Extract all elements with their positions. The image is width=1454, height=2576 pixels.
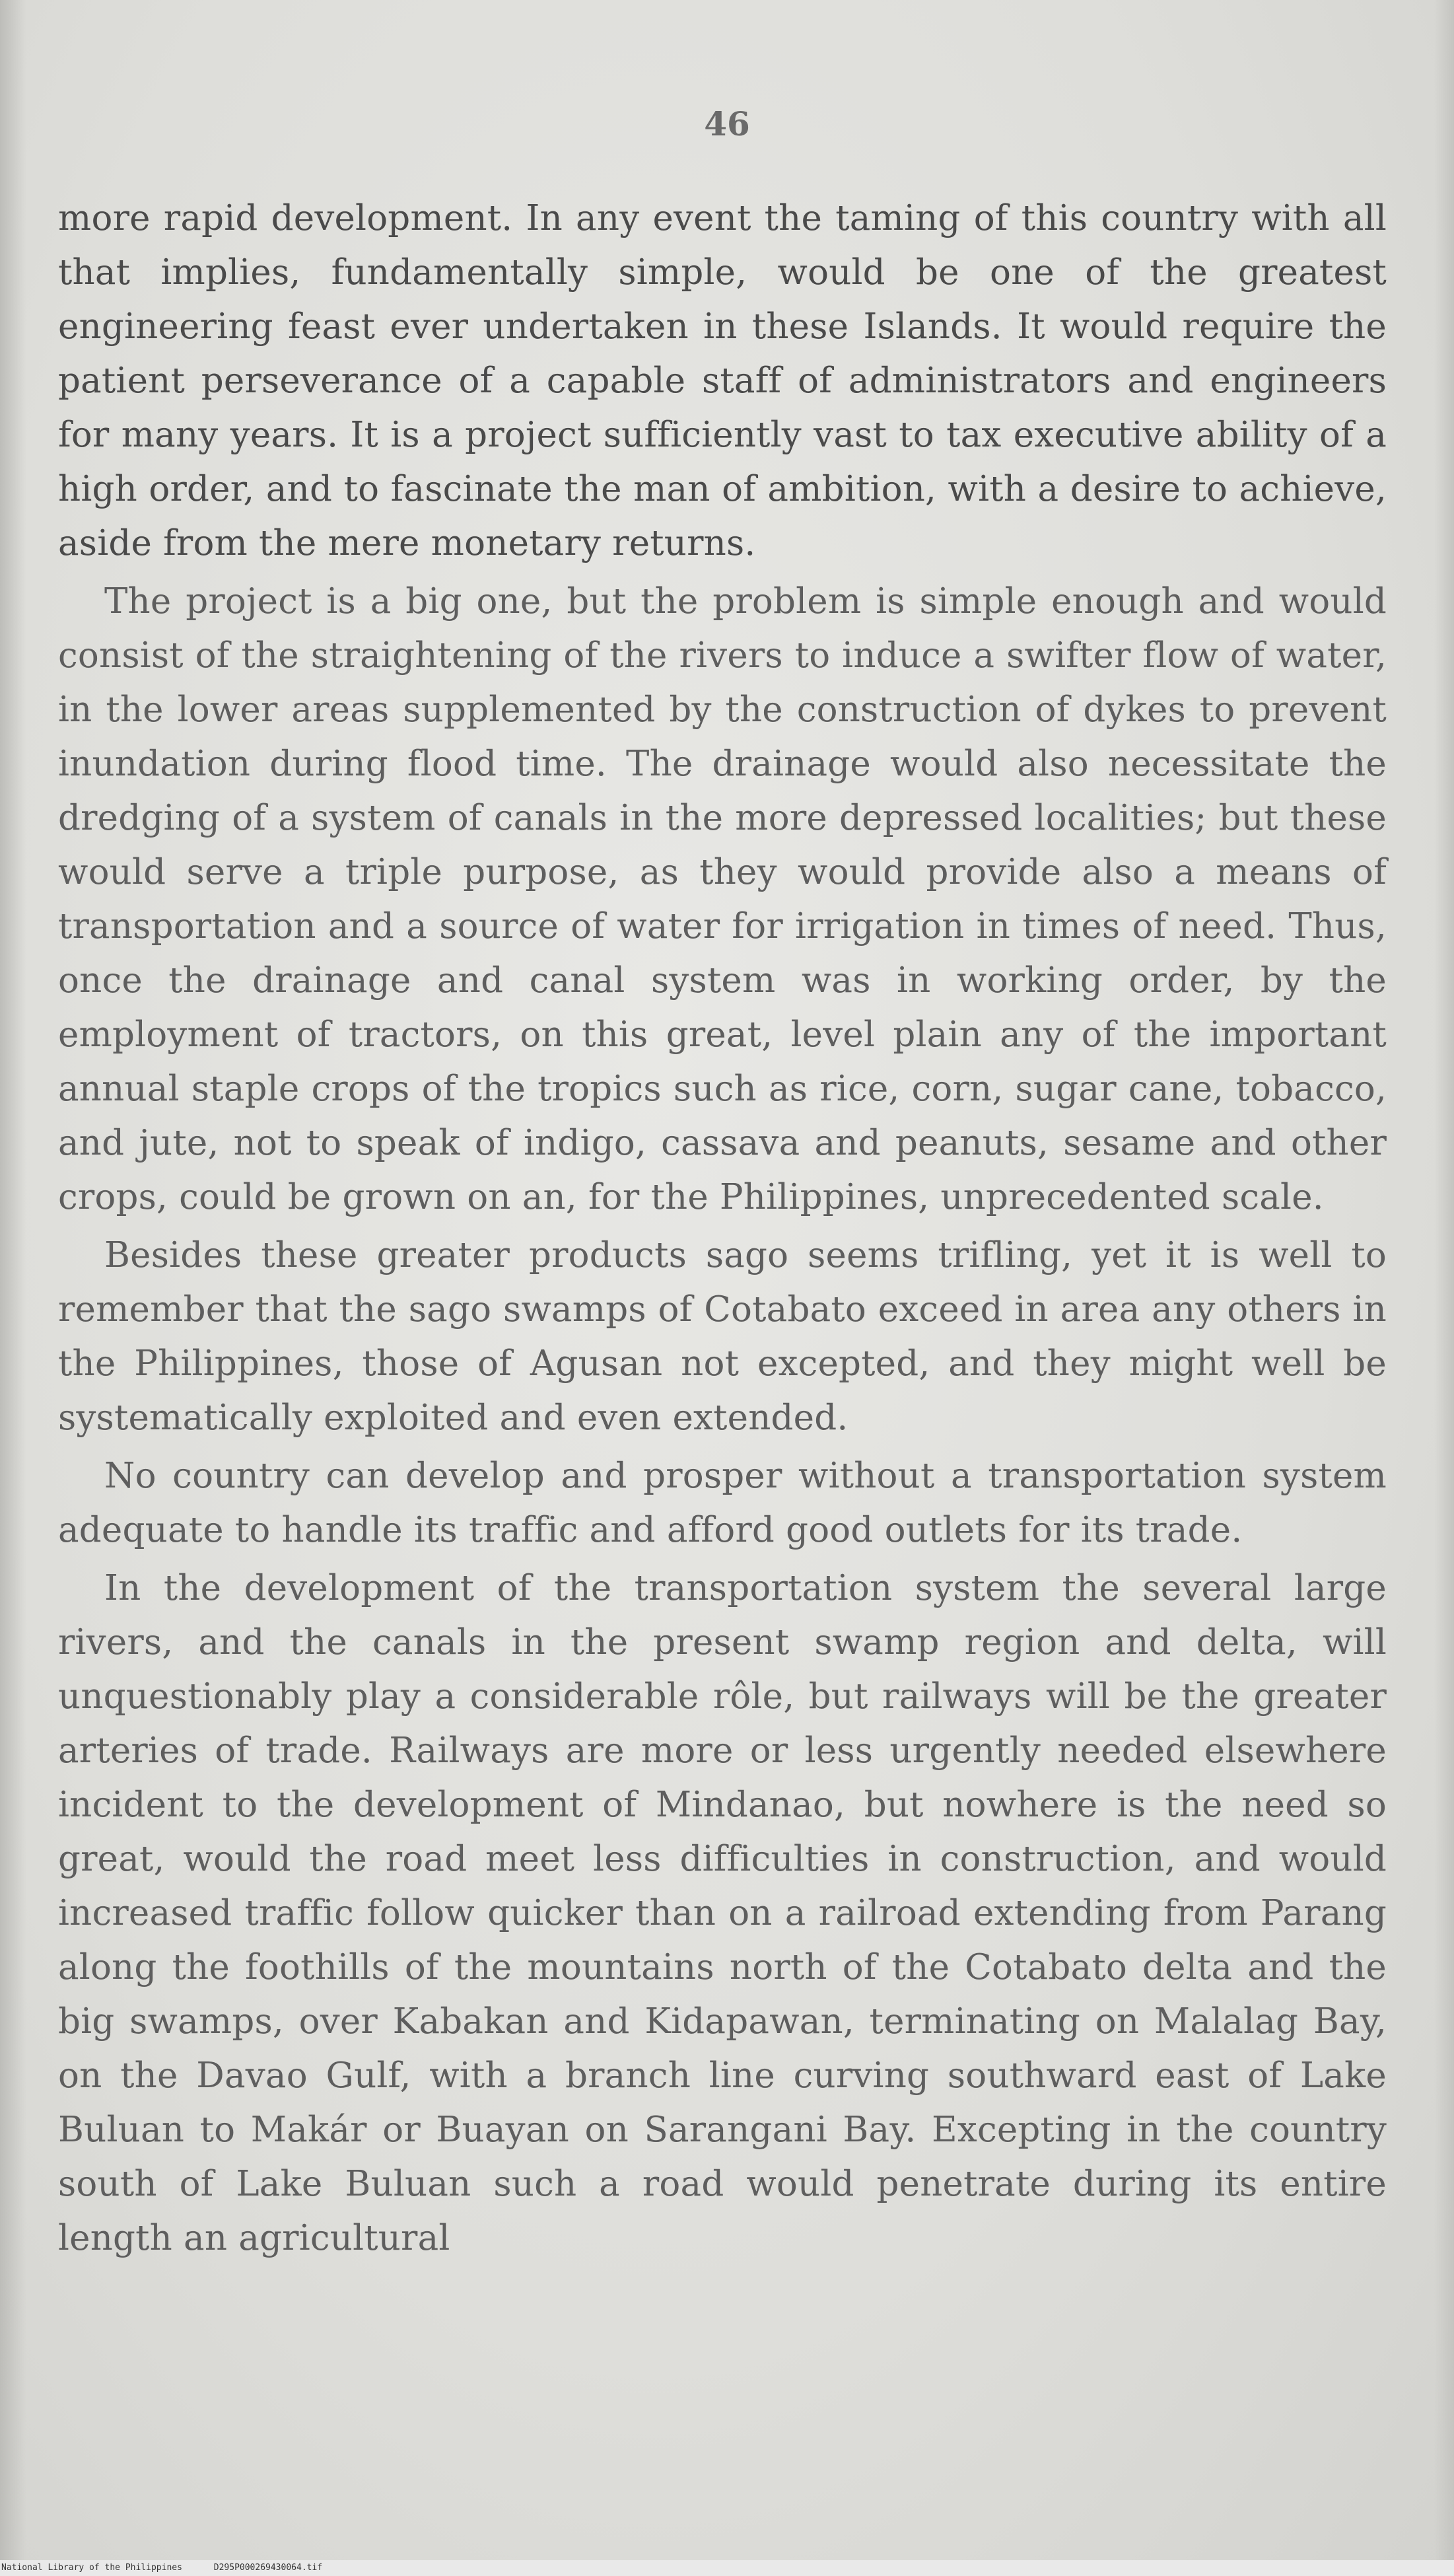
scan-footer: [0, 2560, 1454, 2576]
scan-shadow-right: [1434, 0, 1454, 2560]
body-text: [58, 192, 1387, 2270]
library-credit: National Library of the Philippines: [1, 2563, 182, 2573]
paragraph: No country can develop and prosper without a transportation system adequate to handle its traffic and afford good outlets for its trade.: [58, 1456, 1387, 1550]
paragraph: The project is a big one, but the problem is simple enough and would consist of the straightening of the rivers to induce a swifter flow of water, in the lower areas supplemented by the construction of dykes to prevent inundation during flood time. The drainage would also necessitate the dredging of a system of canals in the more depressed localities; but these would serve a triple purpose, as they would provide also a means of transportation and a source of water for irrigation in times of need. Thus, once the drainage and canal system was in working order, by the employment of tractors, on this great, level plain any of the important annual staple crops of the tropics such as rice, corn, sugar cane, tobacco, and jute, not to speak of indigo, cassava and peanuts, sesame and other crops, could be grown on an, for the Philippines, unprecedented scale.: [58, 581, 1387, 1217]
paragraph: In the development of the transportation system the several large rivers, and the canals in the present swamp region and delta, will unquestionably play a considerable rôle, but railways will be the greater arteries of trade. Railways are more or less urgently needed elsewhere incident to the development of Mindanao, but nowhere is the need so great, would the road meet less difficulties in construction, and would increased traffic follow quicker than on a railroad extending from Parang along the foothills of the mountains north of the Cotabato delta and the big swamps, over Kabakan and Kidapawan, terminating on Malalag Bay, on the Davao Gulf, with a branch line curving southward east of Lake Buluan to Makár or Buayan on Sarangani Bay. Excepting in the country south of Lake Buluan such a road would penetrate during its entire length an agricultural: [58, 1568, 1387, 2258]
scan-shadow-left: [0, 0, 26, 2560]
paragraph: Besides these greater products sago seems trifling, yet it is well to remember that the sago swamps of Cotabato exceed in area any others in the Philippines, those of Agusan not excepted, and they might well be systematically exploited and even extended.: [58, 1235, 1387, 1438]
paragraph: more rapid development. In any event the taming of this country with all that implies, fundamentally simple, would be one of the greatest engineering feast ever undertaken in these Islands. It would require the patient perseverance of a capable staff of administrators and engineers for many years. It is a project sufficiently vast to tax executive ability of a high order, and to fascinate the man of ambition, with a desire to achieve, aside from the mere monetary returns.: [58, 198, 1387, 563]
page-number: 46: [704, 104, 750, 143]
file-name: D295P000269430064.tif: [213, 2563, 323, 2573]
